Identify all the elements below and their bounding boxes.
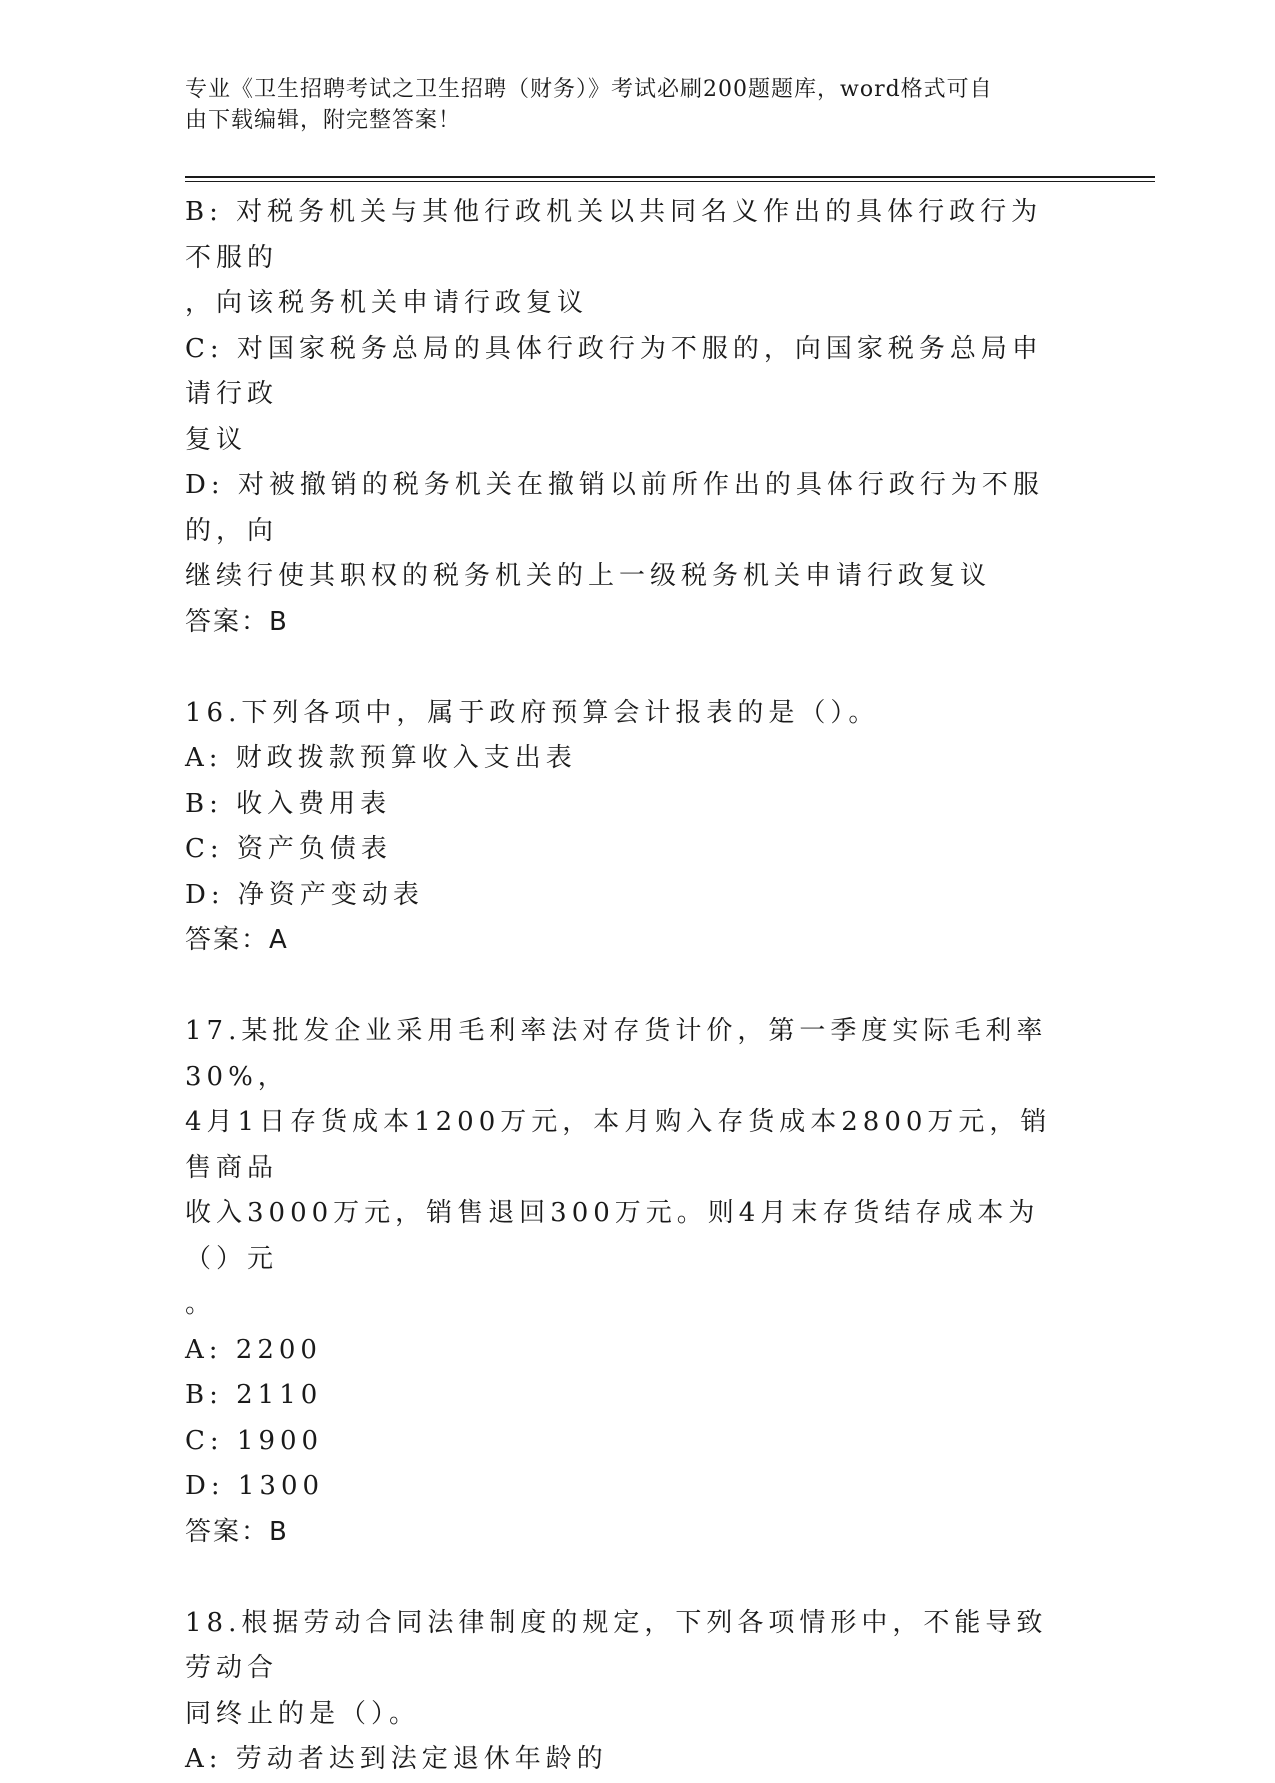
option-c-line-1: C: 对国家税务总局的具体行政行为不服的，向国家税务总局申请行政 bbox=[185, 333, 1043, 409]
answer-label: 答案：B bbox=[185, 1516, 289, 1547]
question-stem-line-2: 4月1日存货成本1200万元，本月购入存货成本2800万元，销售商品 bbox=[185, 1107, 1052, 1183]
question-content bbox=[185, 190, 1070, 1783]
option-a: A: 劳动者达到法定退休年龄的 bbox=[185, 1744, 608, 1774]
header-divider-thick bbox=[185, 176, 1155, 178]
answer-label: 答案：A bbox=[185, 925, 289, 955]
option-a: A: 2200 bbox=[185, 1334, 322, 1365]
question-stem-line-1: 18.根据劳动合同法律制度的规定，下列各项情形中，不能导致劳动合 bbox=[185, 1607, 1048, 1683]
question-stem-line-3: 收入3000万元，销售退回300万元。则4月末存货结存成本为（）元 bbox=[185, 1198, 1040, 1274]
question-15-continued bbox=[185, 190, 1070, 645]
question-17 bbox=[185, 1009, 1070, 1555]
header-divider-thin bbox=[185, 181, 1155, 182]
spacer bbox=[185, 1555, 1070, 1601]
option-b: B: 2110 bbox=[185, 1380, 323, 1410]
spacer bbox=[185, 645, 1070, 691]
option-b: B: 收入费用表 bbox=[185, 788, 392, 819]
option-c-line-2: 复议 bbox=[185, 424, 248, 455]
option-a: A: 财政拨款预算收入支出表 bbox=[185, 743, 577, 773]
option-d-line-2: 继续行使其职权的税务机关的上一级税务机关申请行政复议 bbox=[185, 561, 992, 591]
header-title-line-1: 专业《卫生招聘考试之卫生招聘（财务）》考试必刷200题题库，word格式可自 bbox=[185, 77, 993, 102]
option-d-line-1: D: 对被撤销的税务机关在撤销以前所作出的具体行政行为不服的，向 bbox=[185, 470, 1044, 546]
question-stem-line-4: 。 bbox=[185, 1289, 217, 1319]
question-16 bbox=[185, 691, 1070, 964]
option-d: D: 1300 bbox=[185, 1471, 325, 1501]
answer-label: 答案：B bbox=[185, 606, 289, 637]
option-c: C: 资产负债表 bbox=[185, 834, 392, 864]
option-d: D: 净资产变动表 bbox=[185, 879, 424, 910]
question-stem-line-1: 17.某批发企业采用毛利率法对存货计价，第一季度实际毛利率30%， bbox=[185, 1016, 1048, 1092]
question-18 bbox=[185, 1601, 1070, 1783]
document-header bbox=[185, 74, 1065, 136]
option-b-line-2: ，向该税务机关申请行政复议 bbox=[185, 288, 589, 318]
header-title-line-2: 由下载编辑，附完整答案！ bbox=[185, 108, 462, 133]
option-c: C: 1900 bbox=[185, 1425, 324, 1456]
question-stem: 16.下列各项中，属于政府预算会计报表的是（）。 bbox=[185, 697, 880, 728]
option-b-line-1: B: 对税务机关与其他行政机关以共同名义作出的具体行政行为不服的 bbox=[185, 197, 1043, 273]
question-stem-line-2: 同终止的是（）。 bbox=[185, 1698, 421, 1729]
spacer bbox=[185, 964, 1070, 1010]
